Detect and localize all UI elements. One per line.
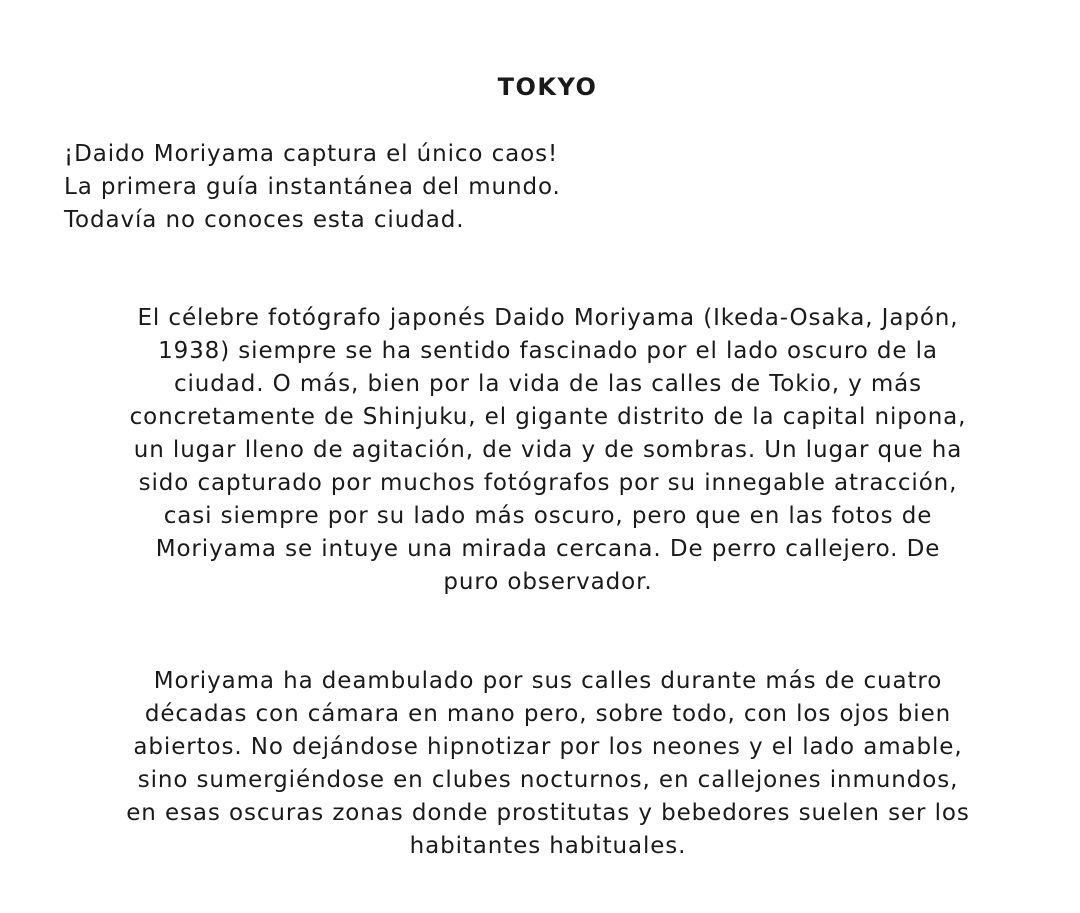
paragraph-line: El célebre fotógrafo japonés Daido Moriyama (Ikeda-Osaka, Japón,: [137, 305, 959, 331]
tagline-line: ¡Daido Moriyama captura el único caos!: [64, 141, 559, 167]
paragraph-line: habitantes habituales.: [409, 833, 687, 859]
tagline-line: Todavía no conoces esta ciudad.: [64, 207, 465, 233]
paragraph-line: abiertos. No dejándose hipnotizar por los neones y el lado amable,: [133, 734, 963, 760]
tagline-block: [64, 138, 764, 237]
tagline-line: La primera guía instantánea del mundo.: [64, 174, 561, 200]
paragraph-line: puro observador.: [443, 569, 653, 595]
paragraph-line: Moriyama se intuye una mirada cercana. De perro callejero. De: [155, 536, 941, 562]
page-title: TOKYO: [497, 73, 598, 101]
paragraph-line: sino sumergiéndose en clubes nocturnos, en callejones inmundos,: [137, 767, 959, 793]
paragraph-line: concretamente de Shinjuku, el gigante distrito de la capital nipona,: [129, 404, 967, 430]
paragraph-line: Moriyama ha deambulado por sus calles durante más de cuatro: [153, 668, 943, 694]
paragraph-line: ciudad. O más, bien por la vida de las calles de Tokio, y más: [173, 371, 923, 397]
body-paragraph-2: [58, 665, 1038, 863]
paragraph-line: sido capturado por muchos fotógrafos por su innegable atracción,: [138, 470, 958, 496]
body-paragraph-1: [58, 302, 1038, 599]
paragraph-line: en esas oscuras zonas donde prostitutas y bebedores suelen ser los: [126, 800, 970, 826]
paragraph-line: décadas con cámara en mano pero, sobre todo, con los ojos bien: [144, 701, 952, 727]
paragraph-line: un lugar lleno de agitación, de vida y de sombras. Un lugar que ha: [133, 437, 963, 463]
paragraph-line: 1938) siempre se ha sentido fascinado por el lado oscuro de la: [158, 338, 938, 364]
paragraph-line: casi siempre por su lado más oscuro, pero que en las fotos de: [163, 503, 933, 529]
